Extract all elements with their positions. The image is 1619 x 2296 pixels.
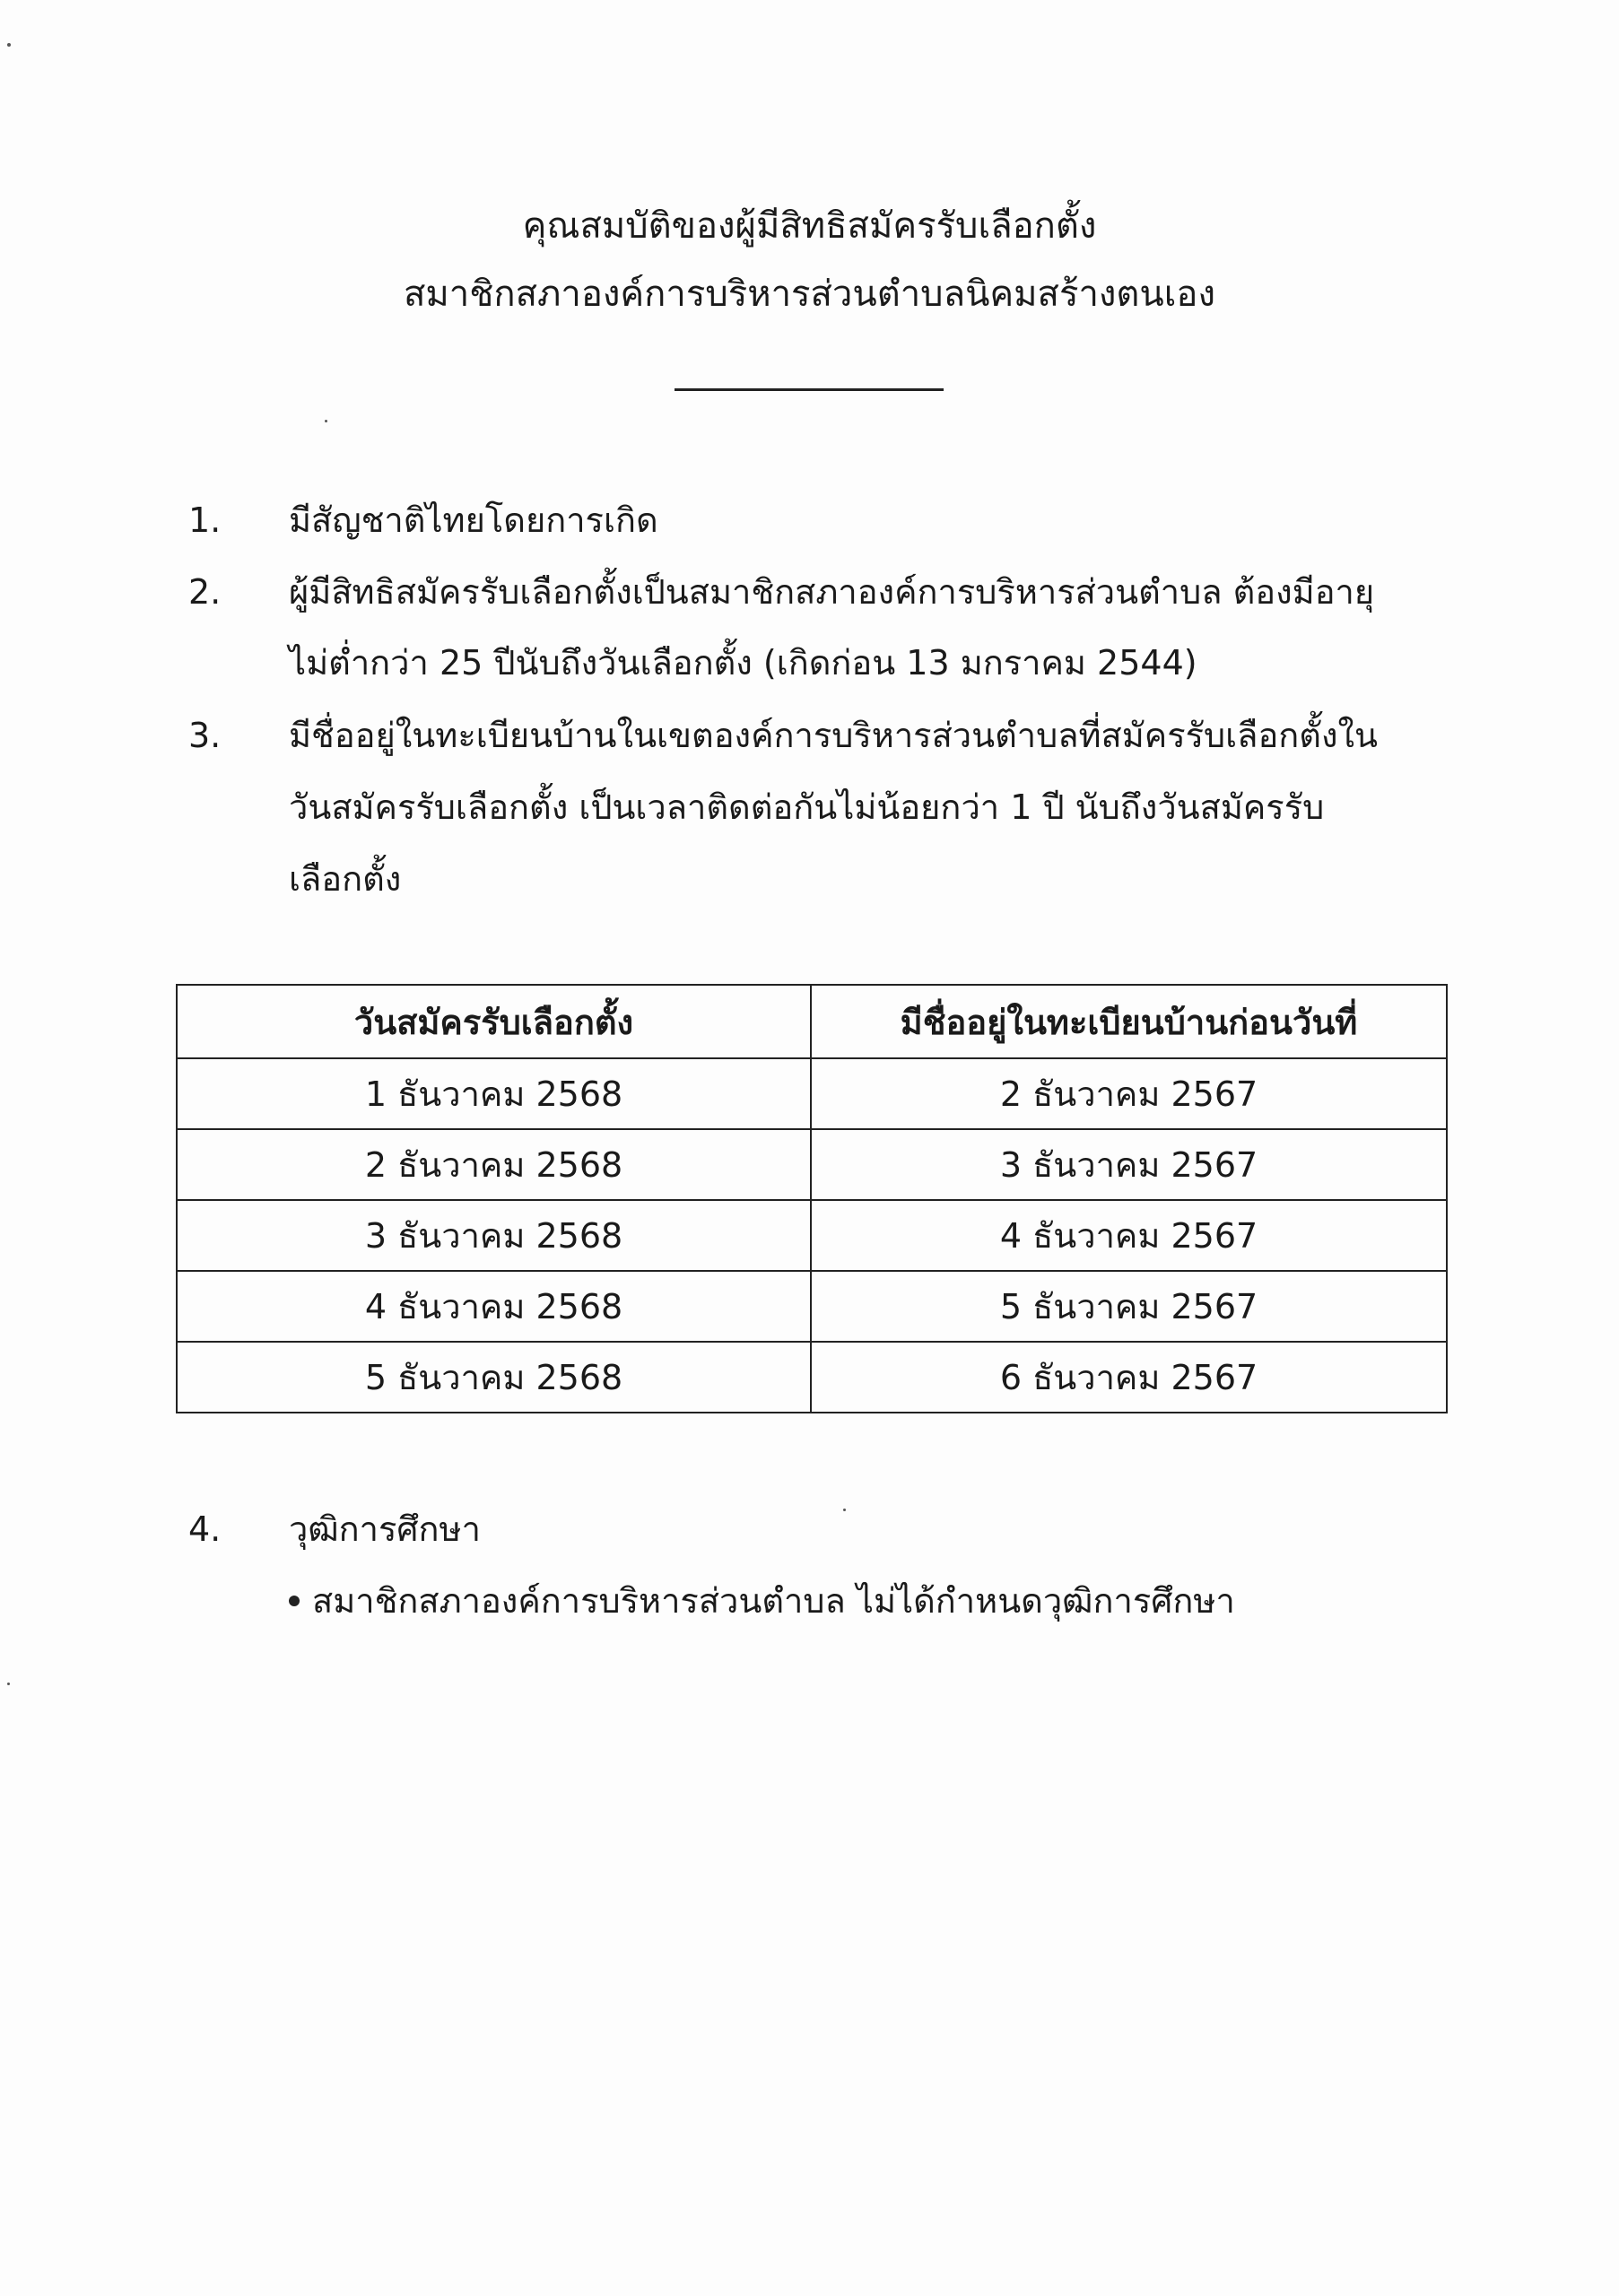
item-3-text-line-1: มีชื่ออยู่ในทะเบียนบ้านในเขตองค์การบริหารส่วนตำบลที่สมัครรับเลือกตั้งใน <box>289 716 1379 755</box>
table-cell-registration-date: 4 ธันวาคม 2568 <box>177 1271 811 1342</box>
scan-speck <box>325 420 327 422</box>
item-4-text: วุฒิการศึกษา <box>289 1509 481 1549</box>
table-row <box>177 1342 1447 1413</box>
table-header-registration-date: วันสมัครรับเลือกตั้ง <box>177 985 811 1058</box>
table-cell-household-date: 3 ธันวาคม 2567 <box>811 1129 1447 1200</box>
table-row <box>177 1058 1447 1129</box>
table-cell-registration-date: 3 ธันวาคม 2568 <box>177 1200 811 1271</box>
education-bullet-item <box>289 1576 1235 1626</box>
table-cell-household-date: 2 ธันวาคม 2567 <box>811 1058 1447 1129</box>
item-3-text-line-3: เลือกตั้ง <box>289 859 402 899</box>
table-header-row <box>177 985 1447 1058</box>
item-1-text: มีสัญชาติไทยโดยการเกิด <box>289 500 658 540</box>
education-bullet-text: สมาชิกสภาองค์การบริหารส่วนตำบล ไม่ได้กำหนดวุฒิการศึกษา <box>312 1581 1235 1621</box>
title-underline-divider <box>675 388 944 391</box>
document-title-line-1: คุณสมบัติของผู้มีสิทธิสมัครรับเลือกตั้ง <box>522 205 1097 247</box>
registration-dates-table <box>176 984 1448 1413</box>
table-cell-household-date: 6 ธันวาคม 2567 <box>811 1342 1447 1413</box>
table-row <box>177 1271 1447 1342</box>
bullet-dot-icon <box>289 1596 300 1606</box>
table-row <box>177 1129 1447 1200</box>
scan-speck <box>843 1509 846 1511</box>
item-4-number: 4. <box>188 1509 222 1549</box>
item-2-text-line-2: ไม่ต่ำกว่า 25 ปีนับถึงวันเลือกตั้ง (เกิดก่อน 13 มกราคม 2544) <box>289 643 1197 683</box>
item-2-text-line-1: ผู้มีสิทธิสมัครรับเลือกตั้งเป็นสมาชิกสภาองค์การบริหารส่วนตำบล ต้องมีอายุ <box>289 572 1375 612</box>
table-cell-registration-date: 1 ธันวาคม 2568 <box>177 1058 811 1129</box>
item-1-number: 1. <box>188 500 222 540</box>
table-cell-registration-date: 5 ธันวาคม 2568 <box>177 1342 811 1413</box>
item-2-number: 2. <box>188 572 222 612</box>
table-cell-household-date: 5 ธันวาคม 2567 <box>811 1271 1447 1342</box>
table-cell-household-date: 4 ธันวาคม 2567 <box>811 1200 1447 1271</box>
scan-speck <box>7 43 11 47</box>
table-cell-registration-date: 2 ธันวาคม 2568 <box>177 1129 811 1200</box>
item-3-text-line-2: วันสมัครรับเลือกตั้ง เป็นเวลาติดต่อกันไม่น้อยกว่า 1 ปี นับถึงวันสมัครรับ <box>289 787 1325 827</box>
document-title-line-2: สมาชิกสภาองค์การบริหารส่วนตำบลนิคมสร้างตนเอง <box>404 274 1215 315</box>
item-3-number: 3. <box>188 716 222 755</box>
scan-speck <box>7 1683 10 1685</box>
table-row <box>177 1200 1447 1271</box>
table-header-household-registration-date: มีชื่ออยู่ในทะเบียนบ้านก่อนวันที่ <box>811 985 1447 1058</box>
